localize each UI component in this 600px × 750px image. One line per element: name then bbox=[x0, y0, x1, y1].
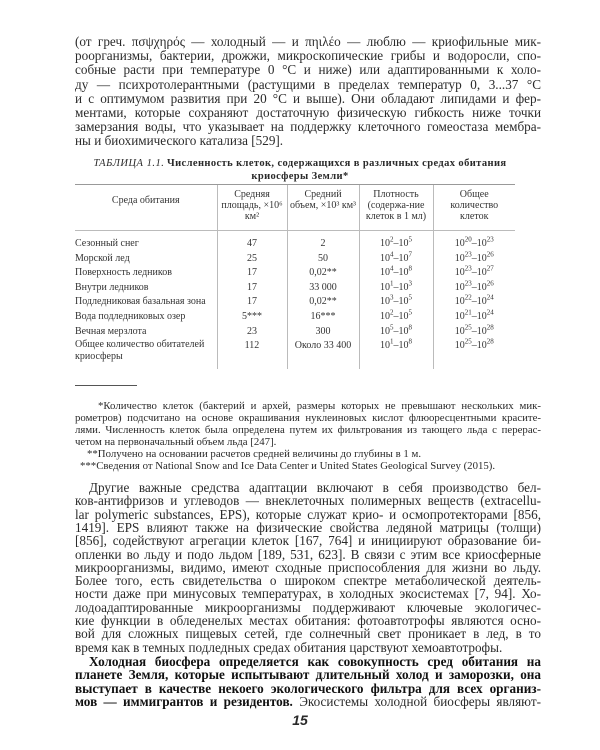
power-base: 10 bbox=[454, 252, 465, 264]
dash: – bbox=[393, 281, 399, 293]
table-title-line2: криосферы Земли* bbox=[251, 171, 349, 182]
table-row bbox=[75, 339, 515, 363]
power-base: 10 bbox=[454, 296, 465, 308]
dash: – bbox=[471, 310, 477, 322]
power-base: 10 bbox=[380, 267, 390, 279]
cell-total bbox=[433, 325, 515, 340]
exponent: 8 bbox=[408, 337, 412, 346]
header-habitat: Среда обитания bbox=[75, 185, 217, 231]
table-row bbox=[75, 295, 515, 310]
bold-text-line: планете Земля, которые испытывают длительный холод и заморозки, она bbox=[75, 667, 541, 683]
cell-total bbox=[433, 252, 515, 267]
cell-total bbox=[433, 231, 515, 252]
cell-density bbox=[359, 295, 433, 310]
text-line: вой для сложных пищевых сетей, где солнечный свет проникает в лед, в то bbox=[75, 626, 541, 642]
exponent: 4 bbox=[390, 250, 394, 259]
cell-area: 17 bbox=[217, 266, 287, 281]
table-row bbox=[75, 281, 515, 296]
footnote-line: ***Сведения от National Snow and Ice Data Center и United States Geological Survey (2015). bbox=[80, 460, 496, 472]
dash: – bbox=[471, 340, 477, 352]
text-line: микроорганизмы, видимо, имеют сходные приспособления для жизни во льду. bbox=[75, 559, 541, 575]
cell-volume: Около 33 400 bbox=[287, 339, 359, 363]
dash: – bbox=[393, 310, 399, 322]
exponent: 2 bbox=[390, 308, 394, 317]
table-caption-2 bbox=[0, 170, 600, 183]
cell-volume: 2 bbox=[287, 231, 359, 252]
power-base: 10 bbox=[380, 325, 390, 337]
dash: – bbox=[393, 296, 399, 308]
page-number: 15 bbox=[292, 712, 308, 728]
exponent: 3 bbox=[408, 279, 412, 288]
exponent: 8 bbox=[408, 264, 412, 273]
cell-area: 17 bbox=[217, 295, 287, 310]
exponent: 24 bbox=[486, 308, 494, 317]
dash: – bbox=[393, 340, 399, 352]
exponent: 23 bbox=[464, 279, 472, 288]
bold-text: мов — иммигрантов и резидентов. bbox=[75, 693, 293, 709]
power-base: 10 bbox=[398, 310, 409, 322]
exponent: 23 bbox=[464, 250, 472, 259]
cell-area: 47 bbox=[217, 231, 287, 252]
cell-habitat: Сезонный снег bbox=[75, 238, 139, 249]
exponent: 5 bbox=[408, 308, 412, 317]
footnote-line: лями. Численность клеток была определена путем их фильтрования из тающего льда с перерас- bbox=[75, 424, 541, 436]
power-base: 10 bbox=[454, 325, 465, 337]
cell-habitat: Вода подледниковых озер bbox=[75, 310, 186, 322]
exponent: 4 bbox=[390, 264, 394, 273]
text-line: (от греч. πσψχηρός — холодный — и πηιλέο — люблю — криофильные мик- bbox=[75, 34, 541, 49]
cell-volume: 0,02** bbox=[287, 295, 359, 310]
text-line: [856], содействуют агрегации клеток [167, 764] и инициируют образование би- bbox=[75, 533, 541, 549]
dash: – bbox=[471, 252, 477, 264]
cell-density bbox=[359, 339, 433, 363]
dash: – bbox=[471, 267, 477, 279]
exponent: 28 bbox=[486, 337, 494, 346]
exponent: 1 bbox=[390, 279, 394, 288]
dash: – bbox=[471, 281, 477, 293]
dash: – bbox=[393, 238, 399, 249]
power-base: 10 bbox=[380, 340, 390, 352]
power-base: 10 bbox=[380, 310, 390, 322]
table-caption bbox=[0, 157, 600, 170]
header-density: Плотность (содержа-ние клеток в 1 мл) bbox=[359, 185, 433, 231]
text-line: lar polymeric substances, EPS), которые служат крио- и осмопротекторами [856, bbox=[75, 506, 541, 522]
table-row bbox=[75, 310, 515, 325]
power-base: 10 bbox=[476, 325, 487, 337]
power-base: 10 bbox=[454, 267, 465, 279]
cell-total bbox=[433, 266, 515, 281]
power-base: 10 bbox=[454, 281, 465, 293]
table-row bbox=[75, 325, 515, 340]
cell-habitat: Внутри ледников bbox=[75, 281, 149, 293]
header-area: Средняя площадь, ×10⁶ км² bbox=[217, 185, 287, 231]
cell-density bbox=[359, 310, 433, 325]
exponent: 1 bbox=[390, 337, 394, 346]
power-base: 10 bbox=[398, 252, 409, 264]
text-line: Более того, есть свидетельства о широком спектре метаболической деятель- bbox=[75, 573, 541, 589]
cell-total bbox=[433, 310, 515, 325]
exponent: 23 bbox=[464, 264, 472, 273]
power-base: 10 bbox=[476, 238, 487, 249]
cell-habitat: Морской лед bbox=[75, 252, 130, 264]
power-base: 10 bbox=[380, 238, 390, 249]
cell-total bbox=[433, 339, 515, 363]
bold-text-line: выступает в качестве некоего экологического фильтра для всех организ- bbox=[75, 680, 541, 696]
text-line: время как в темных подледных средах обитания царствуют хемоавтотрофы. bbox=[75, 639, 503, 655]
text-line: замерзания воды, что указывает на поддержку клеточного гомеостаза мембра- bbox=[75, 119, 541, 135]
exponent: 2 bbox=[390, 235, 394, 244]
power-base: 10 bbox=[454, 340, 465, 352]
text-line: ности даже при минусовых температурах, в холодных экосистемах [7, 94]. Хо- bbox=[75, 586, 541, 602]
table-spacer-row bbox=[75, 363, 515, 369]
bold-text-line: Холодная биосфера определяется как совокупность сред обитания на bbox=[89, 653, 541, 669]
power-base: 10 bbox=[398, 340, 409, 352]
cell-habitat: Поверхность ледников bbox=[75, 267, 172, 279]
power-base: 10 bbox=[476, 267, 487, 279]
exponent: 20 bbox=[464, 235, 472, 244]
cell-habitat: Подледниковая базальная зона bbox=[75, 296, 206, 308]
text-line: кие функции в обледенелых местах обитания: фотоавтотрофы являются осно- bbox=[75, 613, 541, 628]
text-line: Другие важные средства адаптации включают в себя производство бел- bbox=[89, 480, 541, 495]
exponent: 27 bbox=[486, 264, 494, 273]
dash: – bbox=[471, 325, 477, 337]
cell-volume: 50 bbox=[287, 252, 359, 267]
cell-area: 23 bbox=[217, 325, 287, 340]
footnote-rule bbox=[75, 385, 137, 386]
exponent: 7 bbox=[408, 250, 412, 259]
power-base: 10 bbox=[476, 310, 487, 322]
dash: – bbox=[471, 238, 477, 249]
cell-density bbox=[359, 252, 433, 267]
power-base: 10 bbox=[398, 238, 409, 249]
text-line: ментами, которые сохраняют достаточную физическую гибкость ниже точки bbox=[75, 105, 541, 120]
footnote-line: четом на первоначальный объем льда [247]. bbox=[75, 436, 277, 448]
footnote-line: рометров) подсчитано на основе окрашивания нуклеиновых кислот флюоресцентными красите- bbox=[75, 412, 541, 424]
cell-density bbox=[359, 281, 433, 296]
power-base: 10 bbox=[398, 325, 409, 337]
header-volume: Средний объем, ×10³ км³ bbox=[287, 185, 359, 231]
text-line: 1419]. EPS влияют также на физические свойства ледяной матрицы (толщи) bbox=[75, 519, 541, 535]
cell-habitat: Общее количество обитателей криосферы bbox=[75, 339, 205, 363]
exponent: 28 bbox=[486, 323, 494, 332]
text-line: собные расти при температуре 0 °С и ниже) или адаптированными к холо- bbox=[75, 62, 541, 78]
cell-density bbox=[359, 266, 433, 281]
exponent: 21 bbox=[464, 308, 472, 317]
table-row bbox=[75, 252, 515, 267]
exponent: 26 bbox=[486, 250, 494, 259]
power-base: 10 bbox=[380, 281, 390, 293]
exponent: 25 bbox=[464, 323, 472, 332]
text-line: ны и биохимического катализа [529]. bbox=[75, 133, 284, 149]
text-line bbox=[75, 695, 541, 708]
cell-count-table bbox=[75, 184, 515, 369]
cell-volume: 300 bbox=[287, 325, 359, 340]
power-base: 10 bbox=[398, 281, 409, 293]
power-base: 10 bbox=[476, 340, 487, 352]
exponent: 8 bbox=[408, 323, 412, 332]
table-title-line1: Численность клеток, содержащихся в различных средах обитания bbox=[166, 158, 507, 169]
text-line: лодоадаптированные микроорганизмы поддерживают ключевые экологичес- bbox=[75, 599, 541, 615]
power-base: 10 bbox=[454, 310, 465, 322]
cell-total bbox=[433, 295, 515, 310]
power-base: 10 bbox=[398, 267, 409, 279]
exponent: 5 bbox=[408, 235, 412, 244]
footnote-line: **Получено на основании расчетов средней величины до глубины в 1 м. bbox=[87, 448, 422, 460]
exponent: 3 bbox=[390, 294, 394, 303]
exponent: 5 bbox=[408, 294, 412, 303]
cell-volume: 16*** bbox=[287, 310, 359, 325]
cell-area: 25 bbox=[217, 252, 287, 267]
cell-density bbox=[359, 231, 433, 252]
dash: – bbox=[471, 296, 477, 308]
power-base: 10 bbox=[454, 238, 465, 249]
cell-area: 17 bbox=[217, 281, 287, 296]
cell-area: 112 bbox=[217, 339, 287, 363]
text: Экосистемы холодной биосферы являют- bbox=[292, 693, 541, 709]
table-row bbox=[75, 231, 515, 252]
text-line: роорганизмы, бактерии, дрожжи, микроскопические грибы и водоросли, спо- bbox=[75, 48, 541, 64]
exponent: 25 bbox=[464, 337, 472, 346]
cell-density bbox=[359, 325, 433, 340]
power-base: 10 bbox=[476, 252, 487, 264]
text-line: ков-антифризов и углеводов — внеклеточных полимерных веществ (extracellu- bbox=[75, 493, 541, 509]
cell-total bbox=[433, 281, 515, 296]
exponent: 26 bbox=[486, 279, 494, 288]
text-line: опленки во льду и подо льдом [189, 531, 623]. В связи с этим все криосферные bbox=[75, 546, 541, 562]
dash: – bbox=[393, 267, 399, 279]
footnote-line: *Количество клеток (бактерий и архей, размеры которых не превышают нескольких мик- bbox=[98, 400, 541, 412]
power-base: 10 bbox=[398, 296, 409, 308]
cell-habitat: Вечная мерзлота bbox=[75, 325, 147, 337]
text-line: ду — психротолерантными (растущими в пределах температур 0, 3...37 °С bbox=[75, 76, 541, 92]
cell-area: 5*** bbox=[217, 310, 287, 325]
exponent: 24 bbox=[486, 294, 494, 303]
dash: – bbox=[393, 325, 399, 337]
exponent: 23 bbox=[486, 235, 494, 244]
exponent: 5 bbox=[390, 323, 394, 332]
power-base: 10 bbox=[380, 296, 390, 308]
text-line: и с оптимумом развития при 20 °С и выше). Они обладают липидами и фер- bbox=[75, 90, 541, 106]
power-base: 10 bbox=[380, 252, 390, 264]
power-base: 10 bbox=[476, 281, 487, 293]
table-row bbox=[75, 266, 515, 281]
power-base: 10 bbox=[476, 296, 487, 308]
table-label: ТАБЛИЦА 1.1. bbox=[93, 158, 165, 169]
cell-volume: 33 000 bbox=[287, 281, 359, 296]
header-total: Общее количество клеток bbox=[433, 185, 515, 231]
exponent: 22 bbox=[464, 294, 472, 303]
dash: – bbox=[393, 252, 399, 264]
cell-volume: 0,02** bbox=[287, 266, 359, 281]
